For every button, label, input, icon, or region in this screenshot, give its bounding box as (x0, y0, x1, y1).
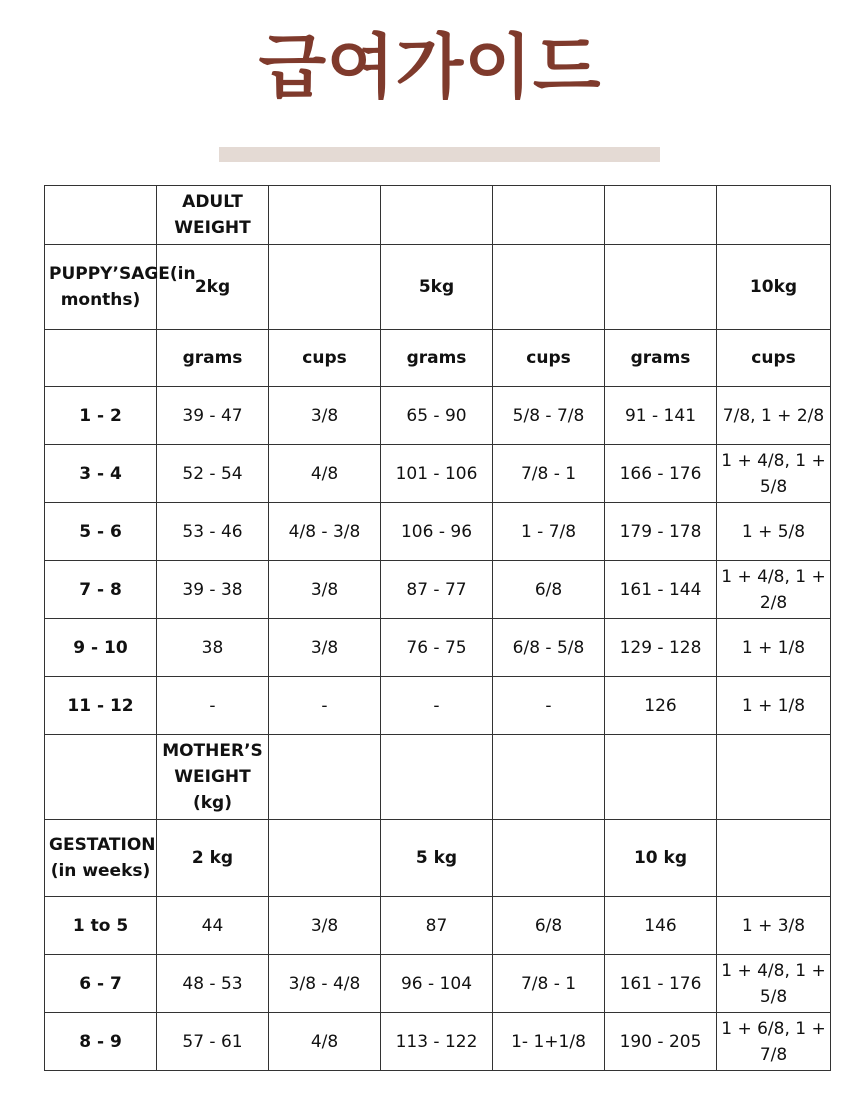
value-cell: 6/8 (493, 897, 605, 955)
unit-header: cups (493, 330, 605, 387)
table-row (45, 1013, 831, 1071)
value-cell: 44 (157, 897, 269, 955)
table-row (45, 503, 831, 561)
value-cell: 126 (605, 677, 717, 735)
weight-header: 2 kg (157, 820, 269, 897)
value-cell: 146 (605, 897, 717, 955)
value-cell: 87 - 77 (381, 561, 493, 619)
value-cell: 3/8 (269, 561, 381, 619)
gestation-label: GESTATION (in weeks) (45, 820, 157, 897)
value-cell: 6/8 - 5/8 (493, 619, 605, 677)
weight-header (269, 820, 381, 897)
value-cell: 52 - 54 (157, 445, 269, 503)
value-cell: 4/8 (269, 445, 381, 503)
value-cell: 129 - 128 (605, 619, 717, 677)
empty-cell (269, 735, 381, 820)
weeks-cell: 8 - 9 (45, 1013, 157, 1071)
value-cell: 6/8 (493, 561, 605, 619)
age-cell: 11 - 12 (45, 677, 157, 735)
empty-cell (605, 186, 717, 245)
weight-header: 10kg (717, 245, 831, 330)
weight-header: 5 kg (381, 820, 493, 897)
empty-cell (717, 186, 831, 245)
header-row-gestation-weights (45, 820, 831, 897)
value-cell: 1 + 3/8 (717, 897, 831, 955)
value-cell: 65 - 90 (381, 387, 493, 445)
table-row (45, 619, 831, 677)
feeding-guide-table (44, 185, 831, 1071)
adult-weight-label: ADULT WEIGHT (157, 186, 269, 245)
value-cell: 7/8 - 1 (493, 445, 605, 503)
value-cell: 179 - 178 (605, 503, 717, 561)
weight-header: 2kg (157, 245, 269, 330)
value-cell: 1 + 4/8, 1 + 5/8 (717, 955, 831, 1013)
weight-header (717, 820, 831, 897)
table-row (45, 445, 831, 503)
header-row-units (45, 330, 831, 387)
empty-cell (605, 735, 717, 820)
table-row (45, 897, 831, 955)
weight-header (493, 245, 605, 330)
value-cell: 91 - 141 (605, 387, 717, 445)
table-row (45, 387, 831, 445)
table-body (45, 186, 831, 1071)
empty-cell (45, 735, 157, 820)
value-cell: - (269, 677, 381, 735)
page-title: 급여가이드 (258, 26, 602, 108)
empty-cell (45, 330, 157, 387)
value-cell: 38 (157, 619, 269, 677)
value-cell: 1- 1+1/8 (493, 1013, 605, 1071)
weight-header (605, 245, 717, 330)
empty-cell (45, 186, 157, 245)
value-cell: 3/8 - 4/8 (269, 955, 381, 1013)
weight-header: 5kg (381, 245, 493, 330)
value-cell: 39 - 47 (157, 387, 269, 445)
age-cell: 5 - 6 (45, 503, 157, 561)
table-row (45, 677, 831, 735)
value-cell: 53 - 46 (157, 503, 269, 561)
value-cell: 1 + 1/8 (717, 619, 831, 677)
title-divider (219, 147, 660, 162)
value-cell: 1 + 4/8, 1 + 2/8 (717, 561, 831, 619)
value-cell: - (381, 677, 493, 735)
weight-header (493, 820, 605, 897)
value-cell: 106 - 96 (381, 503, 493, 561)
value-cell: 7/8, 1 + 2/8 (717, 387, 831, 445)
header-row-puppy-weights (45, 245, 831, 330)
value-cell: 7/8 - 1 (493, 955, 605, 1013)
unit-header: cups (717, 330, 831, 387)
header-row-mother-weight (45, 735, 831, 820)
value-cell: 3/8 (269, 619, 381, 677)
table-row (45, 561, 831, 619)
empty-cell (717, 735, 831, 820)
value-cell: 1 + 5/8 (717, 503, 831, 561)
empty-cell (269, 186, 381, 245)
age-cell: 7 - 8 (45, 561, 157, 619)
empty-cell (493, 186, 605, 245)
value-cell: 101 - 106 (381, 445, 493, 503)
value-cell: 3/8 (269, 387, 381, 445)
value-cell: 48 - 53 (157, 955, 269, 1013)
value-cell: 96 - 104 (381, 955, 493, 1013)
value-cell: 4/8 - 3/8 (269, 503, 381, 561)
age-cell: 3 - 4 (45, 445, 157, 503)
value-cell: 113 - 122 (381, 1013, 493, 1071)
age-cell: 9 - 10 (45, 619, 157, 677)
value-cell: 76 - 75 (381, 619, 493, 677)
unit-header: grams (157, 330, 269, 387)
header-row-adult-weight (45, 186, 831, 245)
value-cell: 1 + 6/8, 1 + 7/8 (717, 1013, 831, 1071)
value-cell: 5/8 - 7/8 (493, 387, 605, 445)
unit-header: grams (381, 330, 493, 387)
weight-header: 10 kg (605, 820, 717, 897)
value-cell: 1 + 4/8, 1 + 5/8 (717, 445, 831, 503)
value-cell: 57 - 61 (157, 1013, 269, 1071)
unit-header: cups (269, 330, 381, 387)
table-row (45, 955, 831, 1013)
puppy-age-label: PUPPY’SAGE(in months) (45, 245, 157, 330)
value-cell: 161 - 144 (605, 561, 717, 619)
value-cell: 4/8 (269, 1013, 381, 1071)
value-cell: 87 (381, 897, 493, 955)
mother-weight-label: MOTHER’S WEIGHT (kg) (157, 735, 269, 820)
value-cell: - (157, 677, 269, 735)
value-cell: - (493, 677, 605, 735)
unit-header: grams (605, 330, 717, 387)
empty-cell (381, 735, 493, 820)
weight-header (269, 245, 381, 330)
age-cell: 1 - 2 (45, 387, 157, 445)
empty-cell (381, 186, 493, 245)
value-cell: 1 + 1/8 (717, 677, 831, 735)
empty-cell (493, 735, 605, 820)
value-cell: 3/8 (269, 897, 381, 955)
value-cell: 161 - 176 (605, 955, 717, 1013)
value-cell: 39 - 38 (157, 561, 269, 619)
weeks-cell: 6 - 7 (45, 955, 157, 1013)
value-cell: 190 - 205 (605, 1013, 717, 1071)
value-cell: 166 - 176 (605, 445, 717, 503)
weeks-cell: 1 to 5 (45, 897, 157, 955)
value-cell: 1 - 7/8 (493, 503, 605, 561)
